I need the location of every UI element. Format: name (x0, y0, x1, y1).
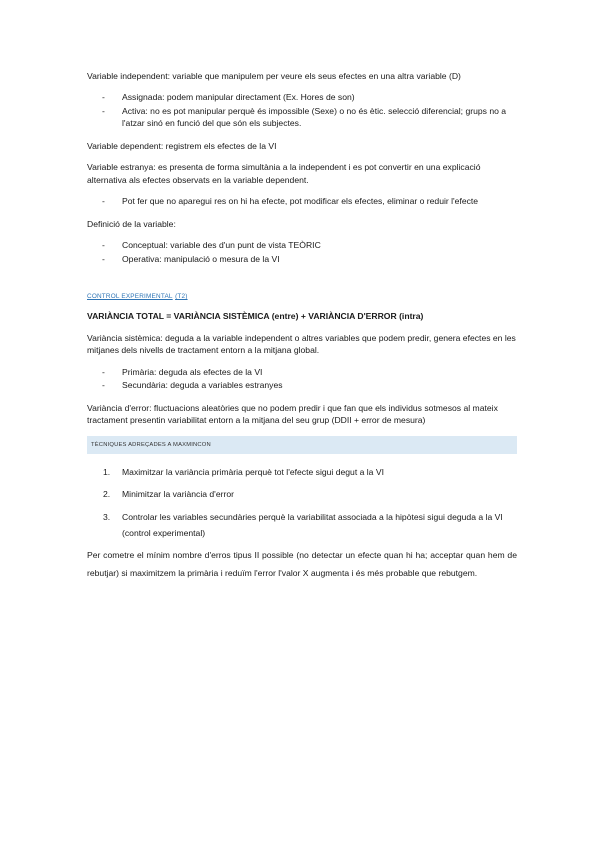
list-number: 2. (103, 489, 111, 500)
techniques-list (87, 464, 517, 541)
independent-variable-def: Variable independent: variable que manipulem per veure els seus efectes en una altra variable (D) (87, 71, 461, 81)
list-text: Controlar les variables secundàries perquè la variabilitat associada a la hipòtesi sigui deguda a la VI (control experimental) (122, 511, 503, 538)
systematic-variance-list (87, 366, 517, 392)
error-variance-def: Variància d'error: fluctuacions aleatòries que no podem predir i que fan que els individus sotmesos al mateix tractament presentin variabilitat entorn a la mitjana del seu grup (DDII + error de mesura) (87, 402, 498, 426)
list-item: - Pot fer que no aparegui res on hi ha efecte, pot modificar els efectes, eliminar o reduir l'efecte (87, 195, 517, 207)
list-item: - Assignada: podem manipular directament (Ex. Hores de son) (87, 91, 517, 103)
list-text: Minimitzar la variància d'error (122, 489, 234, 500)
control-heading-link[interactable]: CONTROL EXPERIMENTAL (87, 292, 173, 300)
list-item: - Secundària: deguda a variables estranyes (87, 379, 517, 391)
extraneous-effects-list (87, 195, 517, 207)
list-number: 1. (103, 467, 111, 477)
list-item: - Operativa: manipulació o mesura de la VI (87, 253, 517, 265)
variable-definition-heading: Definició de la variable: (87, 218, 176, 229)
list-item (87, 464, 517, 480)
dependent-variable-def: Variable dependent: registrem els efectes de la VI (87, 140, 277, 151)
list-text: Maximitzar la variància primària perquè tot l'efecte sigui degut a la VI (122, 467, 384, 477)
control-heading-tag[interactable]: (T2) (175, 292, 188, 300)
list-number: 3. (103, 511, 111, 522)
control-section-heading[interactable] (87, 289, 517, 301)
list-item (87, 486, 517, 502)
list-item: - Conceptual: variable des d'un punt de vista TEÒRIC (87, 239, 517, 251)
definition-types-list (87, 239, 517, 265)
list-item (87, 509, 517, 542)
document-page (87, 70, 517, 582)
list-item: - Activa: no es pot manipular perquè és impossible (Sexe) o no és ètic. selecció diferencial; grups no a l'atzar sinó en funció del que són els subjectes. (87, 105, 517, 130)
extraneous-variable-def: Variable estranya: es presenta de forma simultània a la independent i es pot convertir en una explicació alternativa als efectes observats en la variable dependent. (87, 162, 481, 185)
systematic-variance-def: Variància sistèmica: deguda a la variable independent o altres variables que podem predir, genera efectes en les mitjanes dels nivells de tractament entorn a la mitjana global. (87, 332, 516, 356)
type-ii-error-conclusion: Per cometre el mínim nombre d'erros tipus II possible (no detectar un efecte quan hi ha; acceptar quan hem de rebutjar) si maximitzem la primària i reduïm l'error l'valor X augmenta i és més probable que rebutgem. (87, 550, 517, 578)
list-item: - Primària: deguda als efectes de la VI (87, 366, 517, 378)
independent-types-list (87, 91, 517, 129)
techniques-banner: TÈCNIQUES ADREÇADES A MAXMINCON (87, 436, 517, 454)
total-variance-formula: VARIÀNCIA TOTAL = VARIÀNCIA SISTÈMICA (entre) + VARIÀNCIA D'ERROR (intra) (87, 311, 424, 322)
